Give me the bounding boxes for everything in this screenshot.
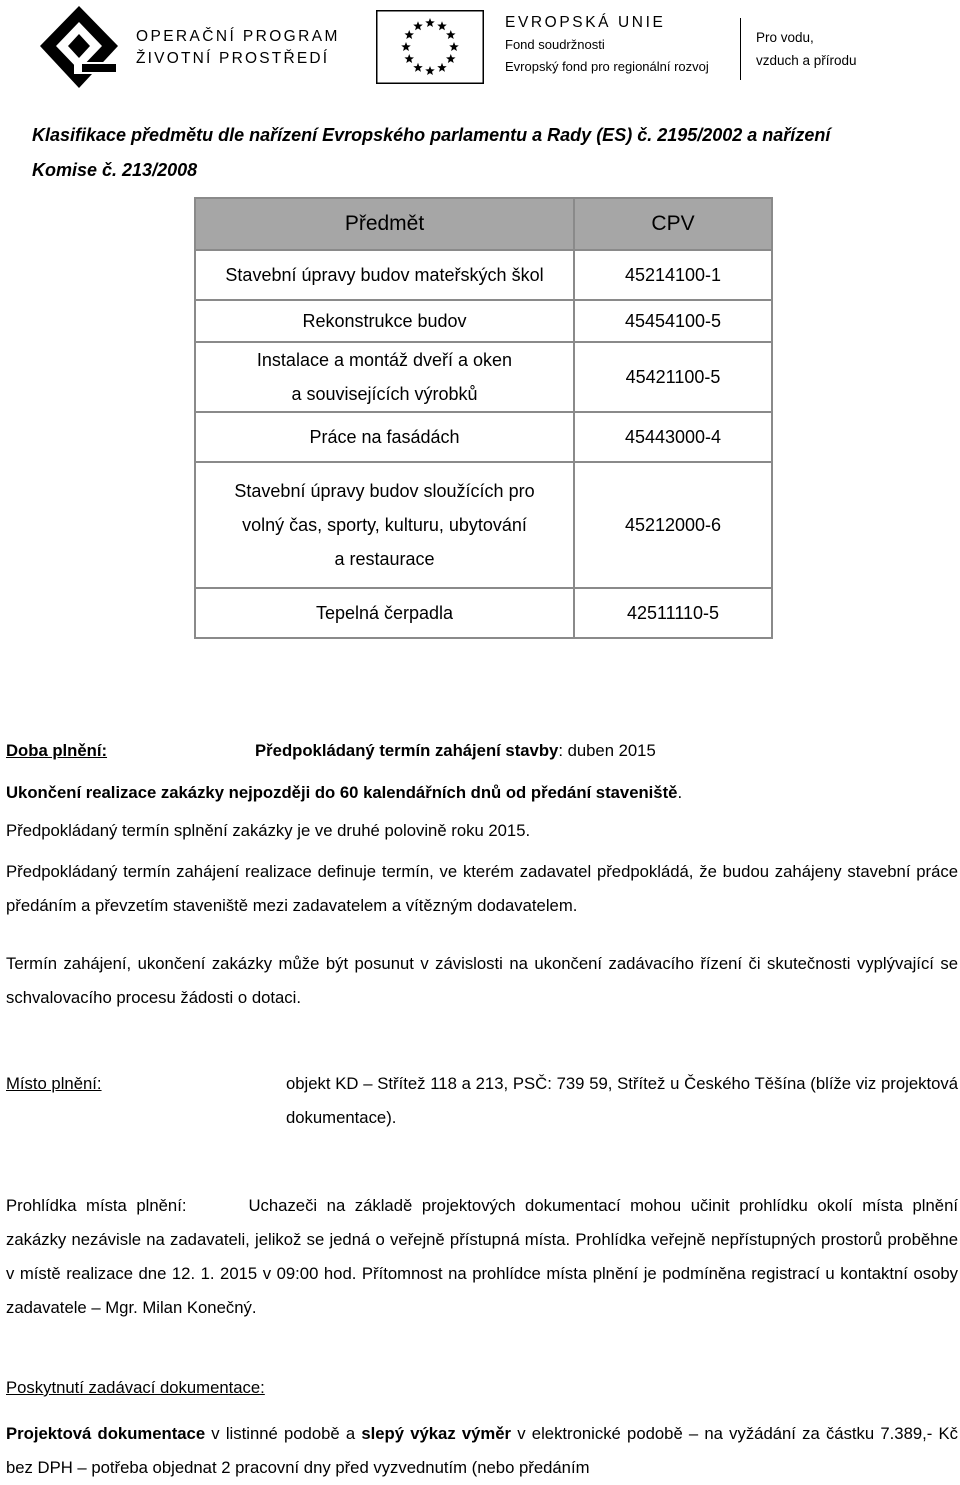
doba-end-rest: . — [677, 783, 683, 802]
subject-line: Tepelná čerpadla — [315, 603, 454, 623]
doba-definition-paragraph: Předpokládaný termín zahájení realizace definuje termín, ve kterém zadavatel předpokládá, že budou zahájeny stavební práce předáním a převzetím staveniště mezi zadavatelem a vítězným dodavatelem. — [6, 862, 958, 915]
doba-label: Doba plnění: — [6, 741, 108, 760]
slogan-line1: Pro vodu, — [756, 30, 814, 45]
header-cpv: CPV — [574, 198, 772, 250]
doba-start-line — [6, 734, 958, 768]
op-title-line2: ŽIVOTNÍ PROSTŘEDÍ — [136, 50, 330, 68]
classification-title — [32, 118, 932, 188]
op-title — [136, 26, 340, 71]
subject-line: a restaurace — [334, 549, 435, 569]
prohlidka-label: Prohlídka místa plnění: — [6, 1196, 187, 1215]
subject-line: Stavební úpravy budov mateřských škol — [225, 265, 544, 285]
subject-line: Práce na fasádách — [309, 427, 460, 447]
table-cell-cpv: 45443000-4 — [574, 412, 772, 462]
table-row — [195, 250, 772, 300]
table-row — [195, 300, 772, 342]
table-cell-subject — [195, 250, 574, 300]
table-header-row — [195, 198, 772, 250]
table-cell-cpv: 45421100-5 — [574, 342, 772, 412]
table-cell-subject — [195, 300, 574, 342]
eu-title-line1: EVROPSKÁ UNIE — [505, 14, 666, 31]
table-row — [195, 588, 772, 638]
poskytnuti-text1: v listinné podobě a — [205, 1424, 362, 1443]
eu-title — [505, 12, 709, 78]
op-title-line1: OPERAČNÍ PROGRAM — [136, 28, 340, 45]
subject-line: a souvisejících výrobků — [291, 384, 478, 404]
subject-line: volný čas, sporty, kulturu, ubytování — [242, 515, 527, 535]
table-cell-subject — [195, 342, 574, 412]
poskytnuti-label: Poskytnutí zadávací dokumentace: — [6, 1378, 265, 1397]
op-zp-logo-icon — [38, 4, 120, 92]
poskytnuti-paragraph — [6, 1417, 958, 1485]
misto-value: objekt KD – Střítež 118 a 213, PSČ: 739 59, Střítež u Českého Těšína (blíže viz projektová dokumentace). — [286, 1074, 958, 1127]
poskytnuti-label-line — [6, 1371, 958, 1405]
subject-line: Rekonstrukce budov — [302, 311, 467, 331]
subject-line: Stavební úpravy budov sloužících pro — [234, 481, 535, 501]
table-cell-cpv: 42511110-5 — [574, 588, 772, 638]
eu-flag-icon — [376, 10, 484, 84]
doba-completion-line: Předpokládaný termín splnění zakázky je ve druhé polovině roku 2015. — [6, 821, 531, 840]
table-row — [195, 462, 772, 588]
slogan-line2: vzduch a přírodu — [756, 53, 857, 68]
header-divider — [740, 18, 741, 80]
table-cell-subject — [195, 412, 574, 462]
cpv-table-body — [195, 250, 772, 638]
eu-fund-line1: Fond soudržnosti — [505, 37, 605, 52]
header-subject: Předmět — [195, 198, 574, 250]
misto-label-text: Místo plnění: — [6, 1074, 102, 1093]
classification-title-line2: Komise č. 213/2008 — [32, 160, 198, 180]
prohlidka-rest: místa plnění zakázky nezávisle na zadavateli, jelikož se jedná o veřejně přístupná místa. Prohlídka veřejně nepřístupných prostorů proběhne v místě realizace dne 12. 1. 2015 v 09:00 hod. Přítomnost na prohlídce místa plnění je podmíněna registrací u kontaktní osoby zadavatele – Mgr. Milan Konečný. — [6, 1196, 958, 1317]
doba-end-line — [6, 776, 958, 810]
poskytnuti-bold2: slepý výkaz výměr — [361, 1424, 512, 1443]
doba-start-rest: : duben 2015 — [558, 741, 656, 760]
table-row — [195, 342, 772, 412]
slogan — [756, 26, 857, 72]
table-cell-cpv: 45212000-6 — [574, 462, 772, 588]
prohlidka-paragraph — [6, 1189, 958, 1325]
subject-line: Instalace a montáž dveří a oken — [256, 350, 513, 370]
poskytnuti-bold1: Projektová dokumentace — [6, 1424, 206, 1443]
poskytnuti-text2: v elektronické podobě – na vyžádání za částku 7.389,- Kč bez DPH – potřeba objednat 2 pracovní dny před vyzvednutím (nebo předáním — [6, 1424, 959, 1477]
classification-title-line1: Klasifikace předmětu dle nařízení Evropského parlamentu a Rady (ES) č. 2195/2002 a nařízení — [32, 125, 831, 145]
table-cell-cpv: 45454100-5 — [574, 300, 772, 342]
table-row — [195, 412, 772, 462]
table-cell-subject — [195, 462, 574, 588]
misto-label — [6, 1067, 102, 1101]
table-cell-cpv: 45214100-1 — [574, 250, 772, 300]
eu-fund-line2: Evropský fond pro regionální rozvoj — [505, 59, 709, 74]
prohlidka-line1: Uchazeči na základě projektových dokumentací mohou učinit prohlídku okolí — [248, 1196, 853, 1215]
doba-shift-paragraph: Termín zahájení, ukončení zakázky může být posunut v závislosti na ukončení zadávacího řízení či skutečnosti vyplývající se schvalovacího procesu žádosti o dotaci. — [6, 954, 958, 1007]
cpv-table — [194, 197, 773, 639]
table-cell-subject — [195, 588, 574, 638]
doba-start-bold: Předpokládaný termín zahájení stavby — [255, 741, 559, 760]
doba-end-bold: Ukončení realizace zakázky nejpozději do 60 kalendářních dnů od předání staveniště — [6, 783, 678, 802]
